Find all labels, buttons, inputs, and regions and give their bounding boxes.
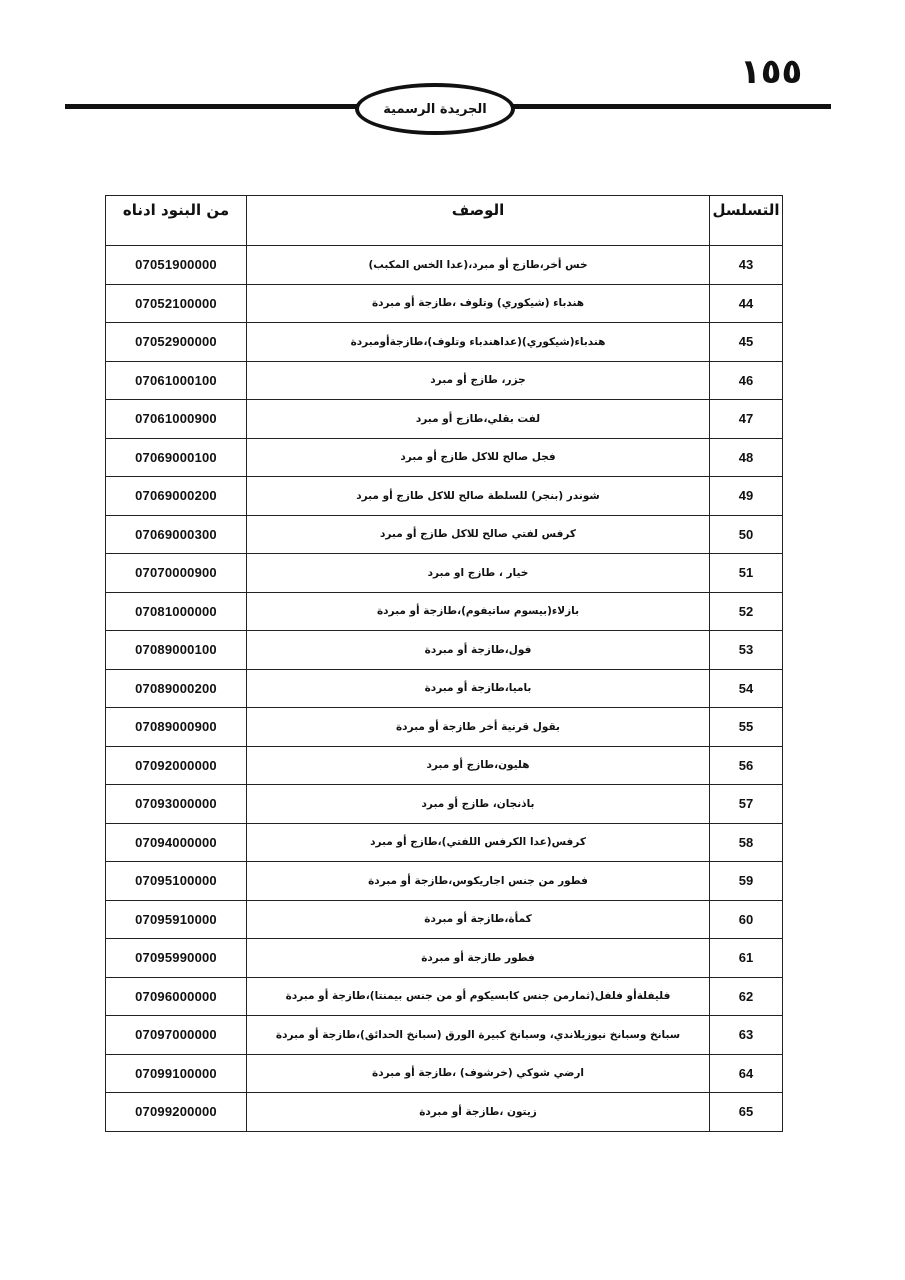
tariff-code-cell: 07096000000 <box>106 977 247 1016</box>
description-cell: فليفلةأو فلفل(ثمارمن جنس كابسيكوم أو من جنس بيمنتا)،طازجة أو مبردة <box>247 977 710 1016</box>
description-cell: هندباء (شيكوري) وتلوف ،طازجة أو مبردة <box>247 284 710 323</box>
table-row <box>106 977 783 1016</box>
serial-cell: 65 <box>710 1093 783 1132</box>
serial-cell: 64 <box>710 1054 783 1093</box>
serial-cell: 56 <box>710 746 783 785</box>
description-cell: فجل صالح للاكل طازج أو مبرد <box>247 438 710 477</box>
column-header-description: الوصف <box>247 196 710 246</box>
table-row <box>106 669 783 708</box>
serial-cell: 54 <box>710 669 783 708</box>
table-row <box>106 1093 783 1132</box>
description-cell: باذنجان، طازج أو مبرد <box>247 785 710 824</box>
description-cell: شوندر (بنجر) للسلطة صالح للاكل طازج أو مبرد <box>247 477 710 516</box>
description-cell: جزر، طازج أو مبرد <box>247 361 710 400</box>
serial-cell: 49 <box>710 477 783 516</box>
table-row <box>106 400 783 439</box>
tariff-code-cell: 07099200000 <box>106 1093 247 1132</box>
description-cell: هندباء(شيكوري)(عداهندباء وتلوف)،طازجةأومبردة <box>247 323 710 362</box>
tariff-code-cell: 07052100000 <box>106 284 247 323</box>
description-cell: كمأة،طازجة أو مبردة <box>247 900 710 939</box>
serial-cell: 45 <box>710 323 783 362</box>
tariff-code-cell: 07052900000 <box>106 323 247 362</box>
table-row <box>106 939 783 978</box>
serial-cell: 62 <box>710 977 783 1016</box>
description-cell: كرفس لفتي صالح للاكل طازج أو مبرد <box>247 515 710 554</box>
description-cell: كرفس(عدا الكرفس اللفتي)،طازج أو مبرد <box>247 823 710 862</box>
tariff-code-cell: 07095910000 <box>106 900 247 939</box>
tariff-code-cell: 07069000100 <box>106 438 247 477</box>
table-row <box>106 900 783 939</box>
serial-cell: 48 <box>710 438 783 477</box>
table-row <box>106 554 783 593</box>
tariff-code-cell: 07097000000 <box>106 1016 247 1055</box>
tariff-code-cell: 07069000300 <box>106 515 247 554</box>
serial-cell: 43 <box>710 246 783 285</box>
tariff-code-cell: 07092000000 <box>106 746 247 785</box>
serial-cell: 51 <box>710 554 783 593</box>
table-row <box>106 323 783 362</box>
table-row <box>106 515 783 554</box>
tariff-code-cell: 07089000200 <box>106 669 247 708</box>
table-row <box>106 631 783 670</box>
table-row <box>106 746 783 785</box>
description-cell: بقول قرنية أخر طازجة أو مبردة <box>247 708 710 747</box>
tariff-code-cell: 07061000100 <box>106 361 247 400</box>
table-row <box>106 284 783 323</box>
table-row <box>106 361 783 400</box>
page-number: ١٥٥ <box>740 52 803 92</box>
serial-cell: 58 <box>710 823 783 862</box>
table-row <box>106 1054 783 1093</box>
table-body <box>106 246 783 1132</box>
table-row <box>106 862 783 901</box>
serial-cell: 59 <box>710 862 783 901</box>
tariff-code-cell: 07093000000 <box>106 785 247 824</box>
serial-cell: 44 <box>710 284 783 323</box>
description-cell: ارضي شوكي (خرشوف) ،طازجة أو مبردة <box>247 1054 710 1093</box>
table-row <box>106 785 783 824</box>
tariff-code-cell: 07081000000 <box>106 592 247 631</box>
description-cell: فطور من جنس اجاريكوس،طازجة أو مبردة <box>247 862 710 901</box>
table-row <box>106 246 783 285</box>
serial-cell: 46 <box>710 361 783 400</box>
description-cell: بازلاء(بيسوم ساتيفوم)،طازجة أو مبردة <box>247 592 710 631</box>
serial-cell: 55 <box>710 708 783 747</box>
serial-cell: 47 <box>710 400 783 439</box>
table-row <box>106 1016 783 1055</box>
serial-cell: 53 <box>710 631 783 670</box>
description-cell: سبانخ وسبانخ نيوزيلاندي، وسبانخ كبيرة الورق (سبانخ الحدائق)،طازجة أو مبردة <box>247 1016 710 1055</box>
table-row <box>106 592 783 631</box>
serial-cell: 61 <box>710 939 783 978</box>
tariff-code-cell: 07094000000 <box>106 823 247 862</box>
tariff-table <box>105 195 783 1132</box>
table-row <box>106 708 783 747</box>
tariff-code-cell: 07095990000 <box>106 939 247 978</box>
tariff-code-cell: 07069000200 <box>106 477 247 516</box>
description-cell: باميا،طازجة أو مبردة <box>247 669 710 708</box>
table-row <box>106 477 783 516</box>
table-row <box>106 823 783 862</box>
tariff-code-cell: 07089000100 <box>106 631 247 670</box>
tariff-code-cell: 07070000900 <box>106 554 247 593</box>
description-cell: لفت بقلي،طازج أو مبرد <box>247 400 710 439</box>
tariff-code-cell: 07061000900 <box>106 400 247 439</box>
tariff-code-cell: 07099100000 <box>106 1054 247 1093</box>
gazette-title: الجريدة الرسمية <box>383 101 487 117</box>
description-cell: خيار ، طازج او مبرد <box>247 554 710 593</box>
description-cell: خس أخر،طازج أو مبرد،(عدا الخس المكبب) <box>247 246 710 285</box>
description-cell: زيتون ،طازجة أو مبردة <box>247 1093 710 1132</box>
column-header-code: من البنود ادناه <box>106 196 247 246</box>
serial-cell: 50 <box>710 515 783 554</box>
serial-cell: 52 <box>710 592 783 631</box>
column-header-serial: التسلسل <box>710 196 783 246</box>
gazette-title-badge <box>355 83 515 135</box>
description-cell: فول،طازجة أو مبردة <box>247 631 710 670</box>
serial-cell: 63 <box>710 1016 783 1055</box>
table-row <box>106 438 783 477</box>
tariff-code-cell: 07089000900 <box>106 708 247 747</box>
tariff-code-cell: 07095100000 <box>106 862 247 901</box>
tariff-code-cell: 07051900000 <box>106 246 247 285</box>
serial-cell: 60 <box>710 900 783 939</box>
serial-cell: 57 <box>710 785 783 824</box>
description-cell: هليون،طازج أو مبرد <box>247 746 710 785</box>
description-cell: فطور طازجة أو مبردة <box>247 939 710 978</box>
table-header-row <box>106 196 783 246</box>
